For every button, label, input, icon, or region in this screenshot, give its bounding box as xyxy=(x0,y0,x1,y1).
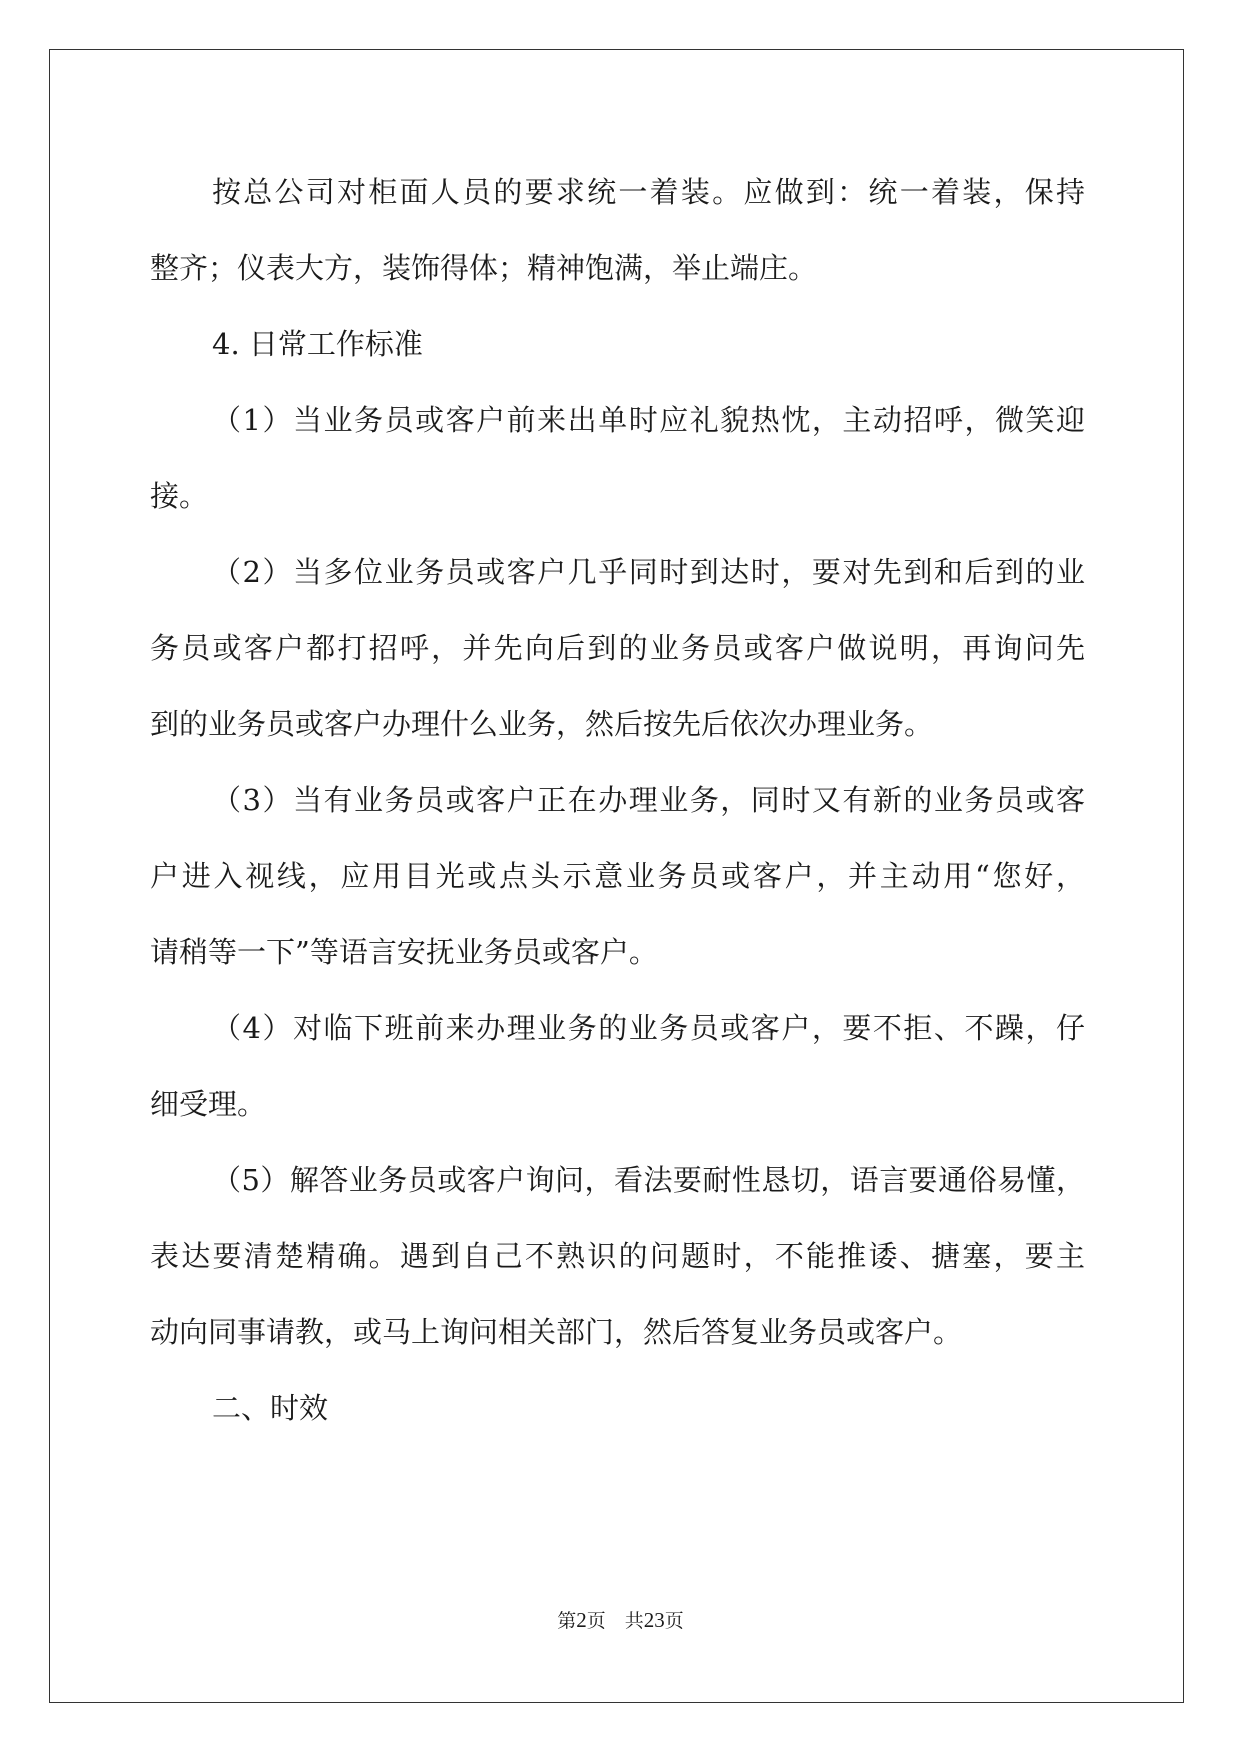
page-footer xyxy=(0,1607,1241,1635)
paragraph-line: （1）当业务员或客户前来出单时应礼貌热忱，主动招呼，微笑迎 xyxy=(212,403,1085,437)
footer-page-prefix: 第 xyxy=(557,1611,577,1632)
footer-page-number: 2 xyxy=(576,1608,587,1632)
paragraph-line: 务员或客户都打招呼，并先向后到的业务员或客户做说明，再询问先 xyxy=(150,631,1085,665)
footer-page-mid: 页 共 xyxy=(586,1611,644,1632)
paragraph-line: （5）解答业务员或客户询问，看法要耐性恳切，语言要通俗易懂， xyxy=(212,1163,1085,1197)
paragraph-line: 细受理。 xyxy=(150,1087,267,1121)
footer-page-suffix: 页 xyxy=(664,1611,684,1632)
footer-total-pages: 23 xyxy=(643,1608,665,1632)
paragraph-line: 整齐；仪表大方，装饰得体；精神饱满，举止端庄。 xyxy=(150,251,818,285)
paragraph-line: 动向同事请教，或马上询问相关部门，然后答复业务员或客户。 xyxy=(150,1315,963,1349)
paragraph-line: （4）对临下班前来办理业务的业务员或客户，要不拒、不躁，仔 xyxy=(212,1011,1085,1045)
paragraph-line: 接。 xyxy=(150,479,209,513)
paragraph-line: 到的业务员或客户办理什么业务，然后按先后依次办理业务。 xyxy=(150,707,934,741)
paragraph-line: 表达要清楚精确。遇到自己不熟识的问题时，不能推诿、搪塞，要主 xyxy=(150,1239,1085,1273)
paragraph-line: 请稍等一下”等语言安抚业务员或客户。 xyxy=(150,935,658,969)
paragraph-line: 按总公司对柜面人员的要求统一着装。应做到：统一着装，保持 xyxy=(212,175,1085,209)
section-heading: 二、时效 xyxy=(212,1391,329,1425)
section-heading: 4. 日常工作标准 xyxy=(212,327,423,361)
paragraph-line: （3）当有业务员或客户正在办理业务，同时又有新的业务员或客 xyxy=(212,783,1085,817)
paragraph-line: 户进入视线，应用目光或点头示意业务员或客户，并主动用“您好， xyxy=(150,859,1085,893)
paragraph-line: （2）当多位业务员或客户几乎同时到达时，要对先到和后到的业 xyxy=(212,555,1085,589)
